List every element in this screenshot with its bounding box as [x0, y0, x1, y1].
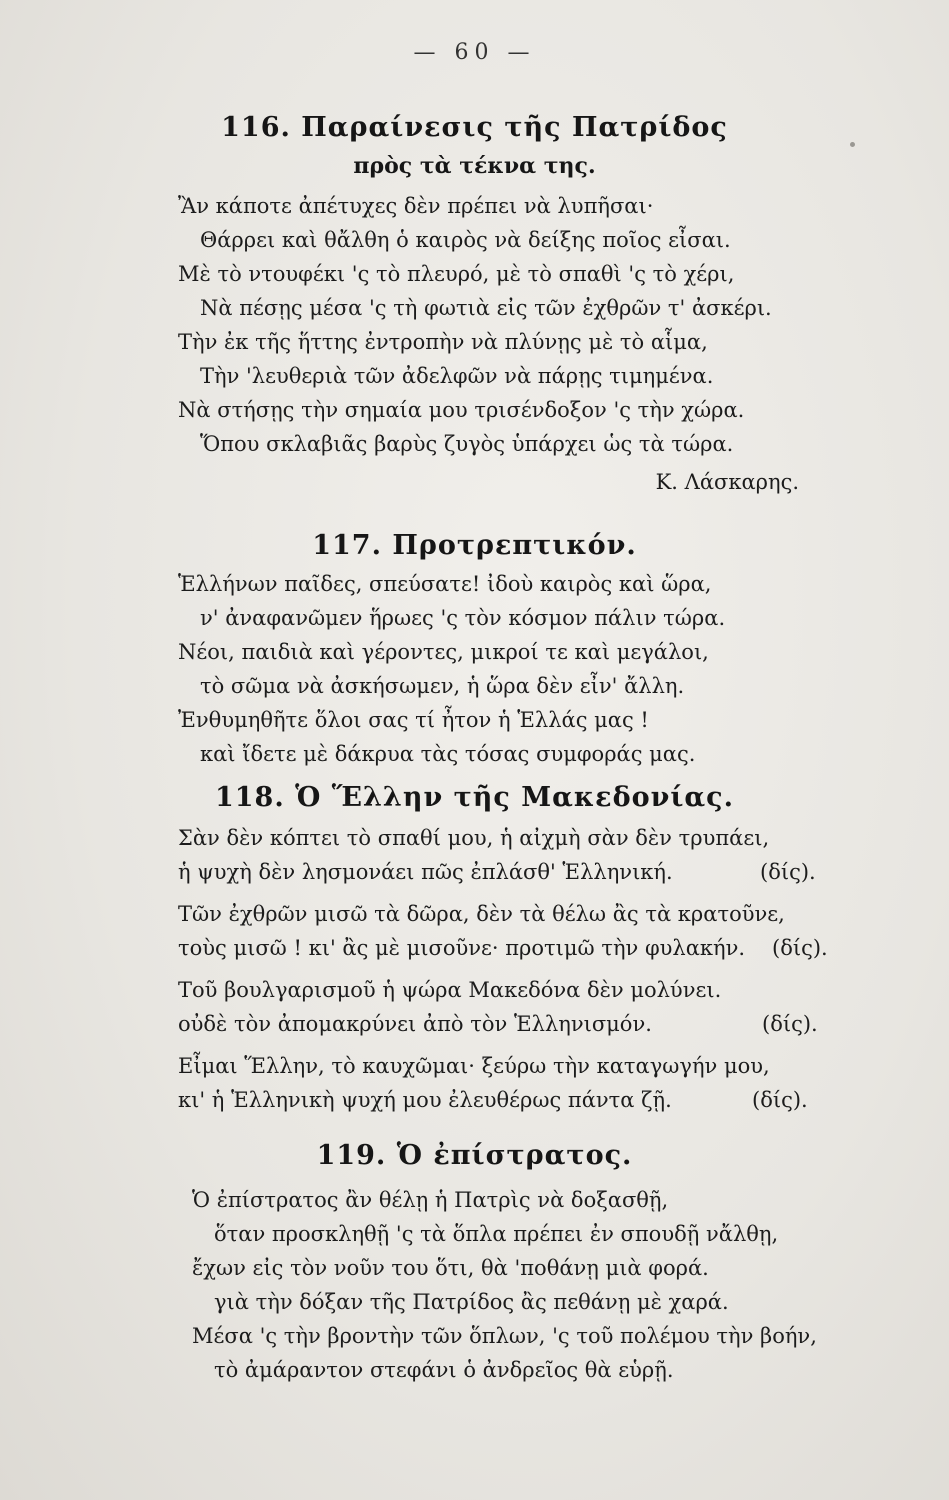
poem-line: τὸ ἀμάραντον στεφάνι ὁ ἀνδρεῖος θὰ εὑρῇ.	[214, 1358, 674, 1382]
poem-line: ἔχων εἰς τὸν νοῦν του ὅτι, θὰ 'ποθάνῃ μιὰ φορά.	[192, 1256, 709, 1280]
poem-line: Ἐνθυμηθῆτε ὅλοι σας τί ἦτον ἡ Ἑλλάς μας !	[178, 708, 649, 732]
poem-line: Ἂν κάποτε ἀπέτυχες δὲν πρέπει νὰ λυπῆσαι·	[178, 194, 654, 218]
poem-line: γιὰ τὴν δόξαν τῆς Πατρίδος ἂς πεθάνῃ μὲ χαρά.	[214, 1290, 729, 1314]
poem-line: τοὺς μισῶ ! κι' ἂς μὲ μισοῦνε· προτιμῶ τὴν φυλακήν.	[178, 936, 746, 960]
poem-line: κι' ἡ Ἑλληνικὴ ψυχή μου ἐλευθέρως πάντα ζῇ.	[178, 1088, 672, 1112]
poem-line: Θάρρει καὶ θἄλθη ὁ καιρὸς νὰ δείξης ποῖος εἶσαι.	[200, 228, 731, 252]
poem-line: Τοῦ βουλγαρισμοῦ ἡ ψώρα Μακεδόνα δὲν μολύνει.	[178, 978, 722, 1002]
section-119-title: 119. Ὁ ἐπίστρατος.	[316, 1140, 633, 1171]
section-118-title: 118. Ὁ Ἕλλην τῆς Μακεδονίας.	[214, 782, 735, 813]
poem-line: Τῶν ἐχθρῶν μισῶ τὰ δῶρα, δὲν τὰ θέλω ἂς τὰ κρατοῦνε,	[178, 902, 785, 926]
poem-line: τὸ σῶμα νὰ ἀσκήσωμεν, ἡ ὥρα δὲν εἶν' ἄλλη.	[200, 674, 685, 698]
section-116-title: 116. Παραίνεσις τῆς Πατρίδος	[221, 112, 728, 143]
poem-author: Κ. Λάσκαρης.	[655, 470, 799, 494]
refrain-mark: (δίς).	[752, 1088, 808, 1112]
poem-line: Μὲ τὸ ντουφέκι 'ς τὸ πλευρό, μὲ τὸ σπαθὶ 'ς τὸ χέρι,	[178, 262, 735, 286]
refrain-mark: (δίς).	[772, 936, 828, 960]
poem-line: Νὰ πέσῃς μέσα 'ς τὴ φωτιὰ εἰς τῶν ἐχθρῶν τ' ἀσκέρι.	[200, 296, 772, 320]
poem-line: Ὁ ἐπίστρατος ἂν θέλῃ ἡ Πατρὶς νὰ δοξασθῇ,	[192, 1188, 669, 1212]
poem-line: Ὅπου σκλαβιᾶς βαρὺς ζυγὸς ὑπάρχει ὡς τὰ τώρα.	[200, 432, 734, 456]
poem-line: Νὰ στήσῃς τὴν σημαία μου τρισένδοξον 'ς τὴν χώρα.	[178, 398, 745, 422]
poem-line: Τὴν 'λευθεριὰ τῶν ἀδελφῶν νὰ πάρῃς τιμημένα.	[200, 364, 714, 388]
poem-line: Νέοι, παιδιὰ καὶ γέροντες, μικροί τε καὶ μεγάλοι,	[178, 640, 709, 664]
page-number: — 60 —	[413, 40, 536, 65]
poem-line: Ἑλλήνων παῖδες, σπεύσατε! ἰδοὺ καιρὸς καὶ ὥρα,	[178, 572, 712, 596]
poem-line: Τὴν ἐκ τῆς ἥττης ἐντροπὴν νὰ πλύνῃς μὲ τὸ αἷμα,	[178, 330, 708, 354]
poem-line: Μέσα 'ς τὴν βροντὴν τῶν ὅπλων, 'ς τοῦ πολέμου τὴν βοήν,	[192, 1324, 817, 1348]
poem-line: καὶ ἴδετε μὲ δάκρυα τὰς τόσας συμφοράς μας.	[200, 742, 696, 766]
refrain-mark: (δίς).	[760, 860, 816, 884]
refrain-mark: (δίς).	[762, 1012, 818, 1036]
poem-line: οὐδὲ τὸν ἀπομακρύνει ἀπὸ τὸν Ἑλληνισμόν.	[178, 1012, 652, 1036]
poem-line: Σὰν δὲν κόπτει τὸ σπαθί μου, ἡ αἰχμὴ σὰν δὲν τρυπάει,	[178, 826, 770, 850]
poem-line: ἡ ψυχὴ δὲν λησμονάει πῶς ἐπλάσθ' Ἑλληνική.	[178, 860, 673, 884]
poem-line: ν' ἀναφανῶμεν ἥρωες 'ς τὸν κόσμον πάλιν τώρα.	[200, 606, 726, 630]
poem-line: Εἶμαι Ἕλλην, τὸ καυχῶμαι· ξεύρω τὴν καταγωγήν μου,	[178, 1054, 770, 1078]
section-116-subtitle: πρὸς τὰ τέκνα της.	[353, 153, 596, 179]
section-117-title: 117. Προτρεπτικόν.	[312, 530, 637, 561]
poem-line: ὅταν προσκληθῇ 'ς τὰ ὅπλα πρέπει ἐν σπουδῇ νἄλθῃ,	[214, 1222, 779, 1246]
